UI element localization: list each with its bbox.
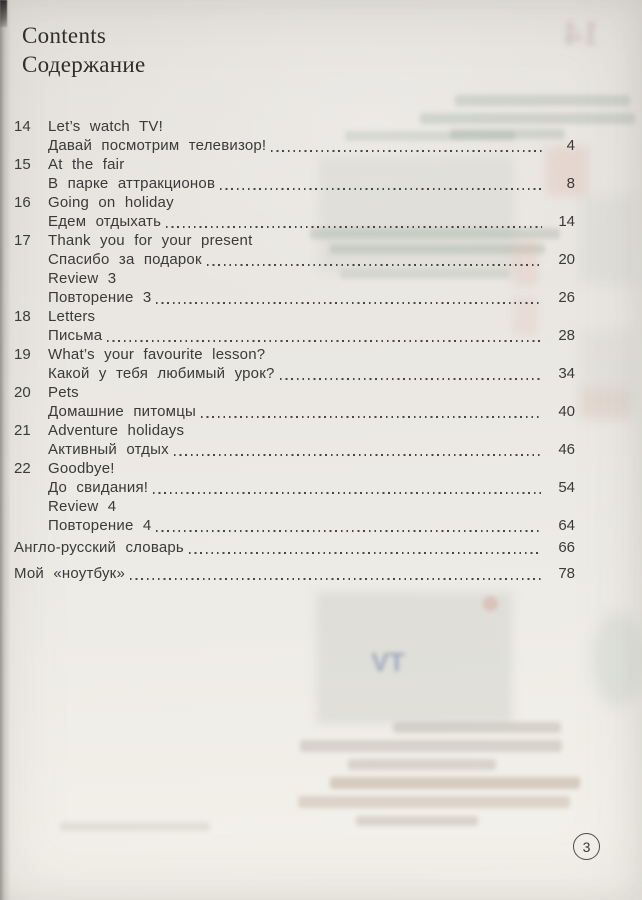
heading-russian: Содержание	[22, 52, 146, 77]
entry-page-number: 46	[558, 441, 575, 458]
review-title-ru: Повторение 4	[48, 517, 152, 534]
unit-number: 17	[14, 232, 31, 249]
toc-extra-row	[14, 564, 575, 583]
toc-entry-page-row	[14, 440, 575, 459]
unit-number: 14	[14, 118, 31, 135]
toc-entry-page-row	[14, 364, 575, 383]
toc-entry-page-row	[14, 136, 575, 155]
entry-page-number: 28	[558, 327, 575, 344]
entry-page-number: 78	[558, 565, 575, 582]
entry-title-ru: Домашние питомцы	[48, 403, 196, 420]
ghost-image-block	[580, 330, 635, 414]
entry-title-ru: До свидания!	[48, 479, 149, 496]
entry-title-en: What’s your favourite lesson?	[48, 346, 266, 363]
dotted-leader	[271, 150, 542, 152]
entry-title-ru: Спасибо за подарок	[48, 251, 202, 268]
toc-extra-row	[14, 538, 575, 557]
entry-title-ru: Письма	[48, 327, 103, 344]
toc-entry-page-row	[14, 402, 575, 421]
page-number: 3	[582, 838, 591, 855]
unit-number: 15	[14, 156, 31, 173]
entry-page-number: 40	[558, 403, 575, 420]
ghost-blob	[592, 612, 642, 707]
ghost-text-line	[356, 816, 478, 826]
ghost-text-line	[393, 722, 561, 733]
dotted-leader	[153, 492, 542, 494]
unit-number: 22	[14, 460, 31, 477]
page-number-badge	[573, 833, 600, 860]
entry-title-ru: Давай посмотрим телевизор!	[48, 137, 267, 154]
entry-page-number: 8	[566, 175, 575, 192]
scan-edge-dark-cap	[0, 0, 7, 27]
unit-number: 18	[14, 308, 31, 325]
unit-number: 21	[14, 422, 31, 439]
ghost-pink-block	[581, 388, 629, 420]
ghost-text-line	[60, 822, 210, 831]
ghost-unit-number: 14	[564, 13, 600, 53]
entry-title-en: Pets	[48, 384, 79, 401]
toc-list	[14, 117, 575, 583]
unit-number: 20	[14, 384, 31, 401]
ghost-tv-text: TV	[371, 647, 405, 677]
review-title-en: Review 4	[48, 498, 117, 515]
entry-title-en: Goodbye!	[48, 460, 115, 477]
toc-entry-page-row	[14, 250, 575, 269]
ghost-red-circle	[483, 596, 498, 611]
dotted-leader	[166, 226, 542, 228]
toc-entry-title-row	[14, 307, 575, 326]
dotted-leader	[280, 378, 542, 380]
unit-number: 19	[14, 346, 31, 363]
entry-title-ru: Какой у тебя любимый урок?	[48, 365, 275, 382]
entry-page-number: 64	[558, 517, 575, 534]
page-heading	[22, 21, 146, 79]
dotted-leader	[201, 416, 542, 418]
entry-title-en: Let’s watch TV!	[48, 118, 163, 135]
dotted-leader	[220, 188, 542, 190]
dotted-leader	[107, 340, 542, 342]
toc-entry-title-row	[14, 231, 575, 250]
toc-entry-title-row	[14, 459, 575, 478]
entry-title-ru: Активный отдых	[48, 441, 169, 458]
toc-review-title-row	[14, 269, 575, 288]
dotted-leader	[156, 302, 542, 304]
toc-entry-title-row	[14, 383, 575, 402]
scan-gutter-shadow	[0, 0, 11, 900]
dotted-leader	[130, 578, 542, 580]
entry-title-en: At the fair	[48, 156, 125, 173]
toc-entry-title-row	[14, 117, 575, 136]
ghost-text-line	[348, 759, 496, 770]
spacer	[14, 557, 575, 564]
extra-label: Мой «ноутбук»	[14, 565, 125, 582]
review-title-en: Review 3	[48, 270, 117, 287]
entry-page-number: 54	[558, 479, 575, 496]
toc-entry-title-row	[14, 421, 575, 440]
toc-review-page-row	[14, 288, 575, 307]
ghost-text-line	[298, 796, 570, 808]
entry-page-number: 66	[558, 539, 575, 556]
entry-page-number: 4	[566, 137, 575, 154]
toc-review-page-row	[14, 516, 575, 535]
entry-title-en: Going on holiday	[48, 194, 174, 211]
dotted-leader	[207, 264, 542, 266]
entry-title-en: Letters	[48, 308, 96, 325]
toc-review-title-row	[14, 497, 575, 516]
ghost-text-line	[330, 777, 580, 789]
toc-entry-page-row	[14, 174, 575, 193]
review-title-ru: Повторение 3	[48, 289, 152, 306]
toc-entry-title-row	[14, 155, 575, 174]
toc-entry-page-row	[14, 212, 575, 231]
entry-page-number: 14	[558, 213, 575, 230]
dotted-leader	[174, 454, 542, 456]
entry-page-number: 34	[558, 365, 575, 382]
ghost-text-line	[300, 740, 562, 752]
ghost-image-block	[580, 196, 635, 284]
toc-entry-page-row	[14, 478, 575, 497]
heading-english: Contents	[22, 23, 107, 48]
entry-title-ru: В парке аттракционов	[48, 175, 216, 192]
extra-label: Англо-русский словарь	[14, 539, 184, 556]
dotted-leader	[189, 552, 542, 554]
entry-page-number: 26	[558, 289, 575, 306]
toc-entry-title-row	[14, 345, 575, 364]
ghost-text-line	[455, 95, 630, 106]
dotted-leader	[156, 530, 542, 532]
entry-title-en: Adventure holidays	[48, 422, 185, 439]
entry-title-ru: Едем отдыхать	[48, 213, 162, 230]
toc-entry-title-row	[14, 193, 575, 212]
entry-title-en: Thank you for your present	[48, 232, 253, 249]
toc-entry-page-row	[14, 326, 575, 345]
ghost-image-block	[316, 592, 512, 724]
unit-number: 16	[14, 194, 31, 211]
entry-page-number: 20	[558, 251, 575, 268]
